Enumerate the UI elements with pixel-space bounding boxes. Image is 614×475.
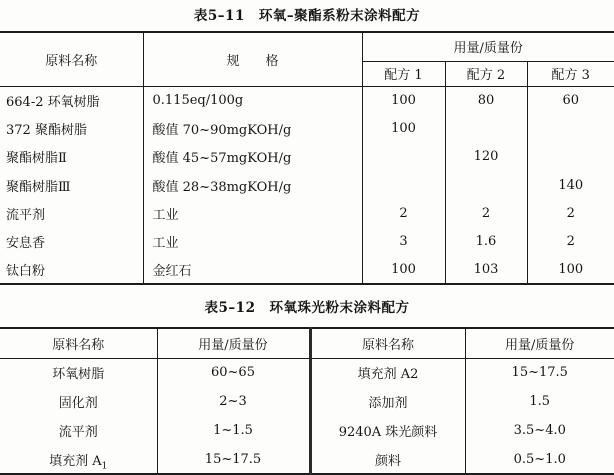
material-subscript: 1 [101,461,108,472]
table-row [0,445,614,474]
table-row [0,86,614,114]
material-cell: 流平剂 [6,207,46,223]
amount-cell: 15~17.5 [465,358,614,387]
formula1-value: 3 [362,227,445,255]
formula1-value: 100 [362,114,445,142]
spec-cell: 0.115eq/100g [143,86,362,114]
table-row [0,387,614,416]
formula2-value [445,171,527,199]
table2-header-row [0,328,614,358]
material-label: 填充剂 A [49,453,102,469]
formula-table-5-12 [0,327,614,475]
amount-cell: 60~65 [157,358,310,387]
formula2-value: 103 [445,256,527,284]
formula-table-5-11 [0,31,614,285]
formula3-value: 2 [527,199,614,227]
material-label: 固化剂 [58,396,98,412]
material-cell: 664-2 环氧树脂 [6,94,100,110]
table2-caption: 表5–12 环氧珠光粉末涂料配方 [204,300,410,317]
header-spec: 规 格 [143,32,362,86]
formula3-value [527,114,614,142]
amount-cell: 2~3 [157,387,310,416]
material-cell: 添加剂 [310,387,465,416]
formula3-value: 100 [527,256,614,284]
spec-cell: 酸值 28~38mgKOH/g [143,171,362,199]
table-row [0,171,614,199]
header-amount-group: 用量/质量份 [362,32,614,61]
formula2-value [445,114,527,142]
formula1-value: 100 [362,86,445,114]
amount-cell: 15~17.5 [157,445,310,474]
amount-cell: 0.5~1.0 [465,445,614,474]
formula2-value: 120 [445,143,527,171]
formula3-value: 140 [527,171,614,199]
formula2-value: 80 [445,86,527,114]
material-label: 流平剂 [58,425,98,441]
formula1-value [362,143,445,171]
material-cell: 钛白粉 [6,263,46,279]
formula2-value: 2 [445,199,527,227]
header-formula2: 配方 2 [445,61,527,86]
material-label: 环氧树脂 [52,367,105,383]
formula3-value: 2 [527,227,614,255]
table-row [0,143,614,171]
header-formula1: 配方 1 [362,61,445,86]
material-cell: 聚酯树脂Ⅲ [6,179,71,195]
table2-header [0,328,614,358]
header-amount-left: 用量/质量份 [157,328,310,358]
table1-header [0,32,614,86]
table1-caption: 表5–11 环氧–聚酯系粉末涂料配方 [193,8,421,24]
spec-cell: 工业 [143,199,362,227]
material-cell [0,416,157,445]
table-row [0,199,614,227]
header-amount-right: 用量/质量份 [465,328,614,358]
formula3-value [527,143,614,171]
material-cell: 9240A 珠光颜料 [310,416,465,445]
table1-header-row-1 [0,32,614,61]
material-cell: 聚酯树脂Ⅱ [6,151,67,167]
header-material-left: 原料名称 [52,337,105,353]
spec-cell: 酸值 70~90mgKOH/g [143,114,362,142]
spec-cell: 工业 [143,227,362,255]
material-cell: 填充剂 A2 [310,358,465,387]
material-cell [0,387,157,416]
formula1-value: 100 [362,256,445,284]
spec-cell: 金红石 [143,256,362,284]
material-cell: 颜料 [310,445,465,474]
formula3-value: 60 [527,86,614,114]
spec-cell: 酸值 45~57mgKOH/g [143,143,362,171]
formula1-value: 2 [362,199,445,227]
amount-cell: 1~1.5 [157,416,310,445]
header-formula3: 配方 3 [527,61,614,86]
material-cell: 372 聚酯树脂 [6,122,87,138]
table-row [0,358,614,387]
amount-cell: 3.5~4.0 [465,416,614,445]
material-cell [0,358,157,387]
header-material: 原料名称 [45,53,98,69]
header-material-right: 原料名称 [310,328,465,358]
table-row [0,114,614,142]
amount-cell: 1.5 [465,387,614,416]
formula2-value: 1.6 [445,227,527,255]
table-row [0,256,614,284]
table-row [0,416,614,445]
table-row [0,227,614,255]
formula1-value [362,171,445,199]
material-cell [0,445,157,474]
material-cell: 安息香 [6,236,46,252]
